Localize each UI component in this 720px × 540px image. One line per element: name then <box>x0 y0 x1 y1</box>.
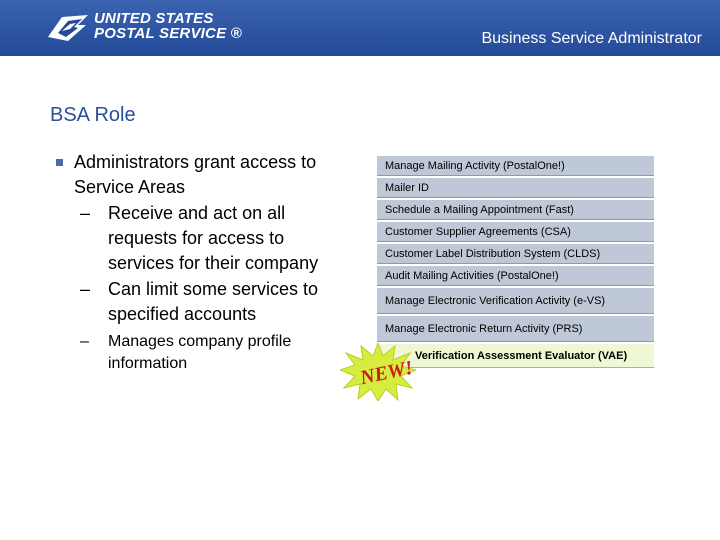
service-item-new: Verification Assessment Evaluator (VAE) <box>377 344 654 368</box>
dash-marker: – <box>80 333 89 350</box>
service-item: Mailer ID <box>377 178 654 198</box>
sub-bullet-text: Can limit some services to specified accounts <box>108 279 319 324</box>
logo-line-2: POSTAL SERVICE ® <box>94 25 242 42</box>
header-bar <box>0 0 720 56</box>
logo-line-1: UNITED STATES <box>94 10 214 27</box>
bullet-text: Administrators grant access to Service Areas <box>74 152 317 197</box>
service-item: Audit Mailing Activities (PostalOne!) <box>377 266 654 286</box>
dash-marker: – <box>80 203 91 223</box>
usps-logo-text <box>94 11 242 41</box>
dash-marker: – <box>80 279 91 299</box>
service-item: Manage Mailing Activity (PostalOne!) <box>377 156 654 176</box>
sub-bullet-item <box>54 201 344 276</box>
service-item: Customer Supplier Agreements (CSA) <box>377 222 654 242</box>
sub-bullet-item-small <box>54 331 344 375</box>
header-title: Business Service Administrator <box>481 30 702 47</box>
new-badge-label: NEW! <box>358 356 415 390</box>
service-item: Customer Label Distribution System (CLDS) <box>377 244 654 264</box>
service-item: Manage Electronic Return Activity (PRS) <box>377 316 654 342</box>
bullet-square-icon <box>56 159 63 166</box>
service-item: Manage Electronic Verification Activity (e-VS) <box>377 288 654 314</box>
sub-bullet-text: Receive and act on all requests for access to services for their company <box>108 203 319 273</box>
sub-bullet-text: Manages company profile information <box>108 333 292 372</box>
service-list <box>377 156 654 370</box>
bullet-item <box>54 150 344 200</box>
sub-bullet-item <box>54 277 344 327</box>
eagle-logo-icon <box>48 13 88 43</box>
bullet-list <box>54 150 344 375</box>
slide-title: BSA Role <box>50 104 136 126</box>
service-item: Schedule a Mailing Appointment (Fast) <box>377 200 654 220</box>
